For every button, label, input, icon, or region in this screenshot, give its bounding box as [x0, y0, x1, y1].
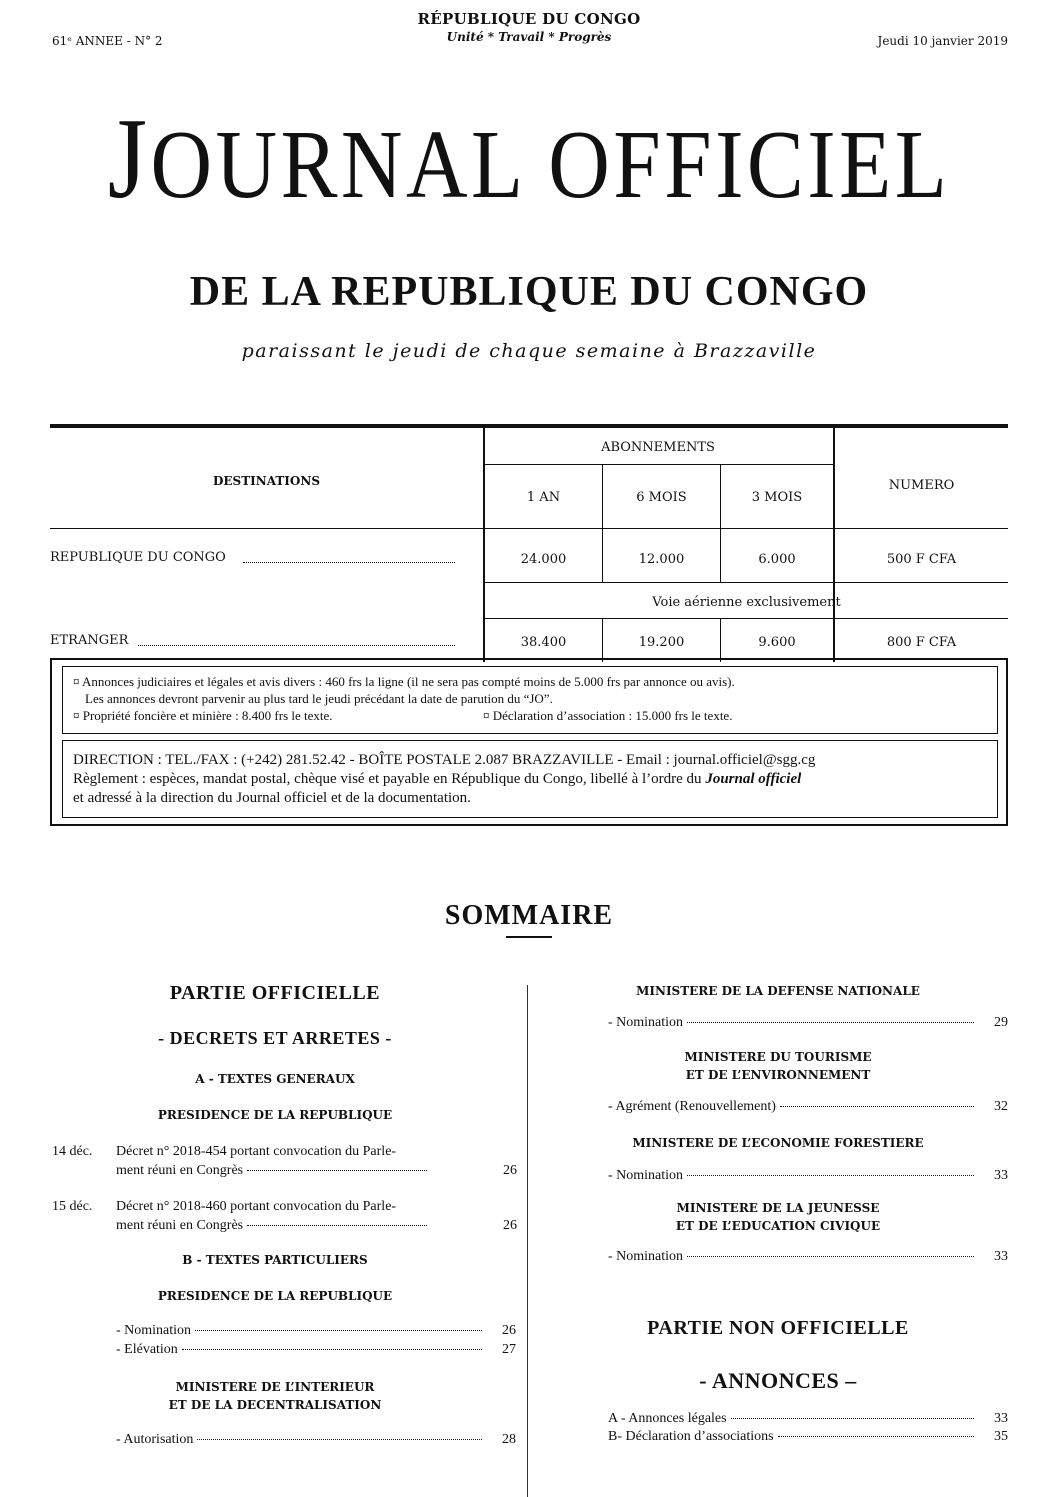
price-etranger-6mois: 19.200: [638, 635, 685, 650]
toc-declarations[interactable]: [608, 1429, 1008, 1445]
annonces-heading: - ANNONCES –: [699, 1368, 857, 1393]
toc-page: 29: [994, 1015, 1008, 1030]
textes-generaux: A - TEXTES GENERAUX: [195, 1072, 355, 1086]
toc-page: 32: [994, 1099, 1008, 1114]
issue-date: Jeudi 10 janvier 2019: [877, 34, 1008, 48]
toc-page: 27: [502, 1342, 516, 1357]
direction-box: [62, 740, 998, 818]
subscription-table: [50, 424, 1008, 658]
toc-defense-nomination[interactable]: [608, 1015, 1008, 1031]
decree-page: 26: [503, 1218, 517, 1233]
toc-page: 33: [994, 1249, 1008, 1264]
country-name: RÉPUBLIQUE DU CONGO: [417, 10, 641, 28]
decree-title-cont: ment réuni en Congrès: [116, 1218, 244, 1233]
decree-entry-1[interactable]: [52, 1142, 517, 1182]
toc-jeunesse-nomination[interactable]: [608, 1249, 1008, 1265]
toc-agrement[interactable]: [608, 1099, 1008, 1115]
toc-page: 28: [502, 1432, 516, 1447]
toc-page: 33: [994, 1168, 1008, 1183]
reglement-text: Règlement : espèces, mandat postal, chèque visé et payable en République du Congo, libellé à l’ordre du: [73, 771, 706, 787]
notice-association: ¤ Déclaration d’association : 15.000 frs le texte.: [483, 708, 733, 723]
decree-date: 14 déc.: [52, 1144, 93, 1159]
masthead-tagline: paraissant le jeudi de chaque semaine à Brazzaville: [241, 340, 817, 362]
notice-line-1: ¤ Annonces judiciaires et légales et avis divers : 460 frs la ligne (il ne sera pas compté moins de 5.000 frs par annonce ou avis).: [73, 674, 735, 689]
tourisme-line-1: MINISTERE DU TOURISME: [684, 1050, 872, 1064]
decree-title-cont: ment réuni en Congrès: [116, 1163, 244, 1178]
dest-etranger: ETRANGER: [50, 633, 129, 648]
toc-label: B- Déclaration d’associations: [608, 1429, 774, 1444]
toc-label: A - Annonces légales: [608, 1411, 727, 1426]
destinations-header: DESTINATIONS: [212, 474, 320, 488]
jeunesse-heading: [548, 1199, 1008, 1235]
notice-line-3: [73, 707, 987, 724]
toc-annonces-legales[interactable]: [608, 1411, 1008, 1427]
toc-label: - Agrément (Renouvellement): [608, 1099, 776, 1114]
price-etranger-3mois: 9.600: [758, 635, 796, 650]
toc-label: - Nomination: [116, 1323, 192, 1338]
toc-elevation[interactable]: [116, 1342, 516, 1358]
abonnements-header: ABONNEMENTS: [601, 440, 715, 455]
interieur-line-2: ET DE LA DECENTRALISATION: [168, 1398, 382, 1412]
textes-particuliers: B - TEXTES PARTICULIERS: [182, 1253, 368, 1267]
toc-label: - Autorisation: [116, 1432, 194, 1447]
toc-page: 26: [502, 1323, 516, 1338]
price-congo-6mois: 12.000: [638, 552, 685, 567]
numero-header: NUMERO: [888, 478, 955, 493]
jeunesse-line-2: ET DE L’EDUCATION CIVIQUE: [675, 1219, 881, 1233]
toc-label: - Nomination: [608, 1015, 684, 1030]
period-3mois: 3 MOIS: [751, 490, 803, 505]
decrets-arretes: - DECRETS ET ARRETES -: [158, 1028, 392, 1048]
sommaire-title: SOMMAIRE: [444, 900, 614, 931]
presidence-heading-2: PRESIDENCE DE LA REPUBLIQUE: [157, 1289, 393, 1303]
issue-number: 61ᵉ ANNEE - N° 2: [52, 34, 163, 48]
toc-label: - Nomination: [608, 1168, 684, 1183]
air-note: Voie aérienne exclusivement: [652, 595, 841, 610]
jeunesse-line-1: MINISTERE DE LA JEUNESSE: [676, 1201, 880, 1215]
defense-heading: MINISTERE DE LA DEFENSE NATIONALE: [636, 984, 920, 998]
masthead-subtitle: DE LA REPUBLIQUE DU CONGO: [189, 269, 869, 315]
presidence-heading-1: PRESIDENCE DE LA REPUBLIQUE: [157, 1108, 393, 1122]
period-6mois: 6 MOIS: [636, 490, 687, 505]
interieur-line-1: MINISTERE DE L’INTERIEUR: [175, 1380, 375, 1394]
toc-foret-nomination[interactable]: [608, 1168, 1008, 1184]
masthead-rest: OURNAL OFFICIEL: [150, 111, 951, 219]
toc-page: 35: [994, 1429, 1008, 1444]
numero-etranger: 800 F CFA: [886, 635, 957, 650]
decree-page: 26: [503, 1163, 517, 1178]
national-motto: Unité * Travail * Progrès: [446, 30, 612, 44]
notice-box: [62, 666, 998, 734]
decree-title: Décret n° 2018-454 portant convocation du Parle-: [116, 1144, 397, 1159]
decree-title: Décret n° 2018-460 portant convocation du Parle-: [116, 1199, 397, 1214]
column-divider: [527, 985, 528, 1497]
toc-label: - Elévation: [116, 1342, 178, 1357]
toc-label: - Nomination: [608, 1249, 684, 1264]
price-congo-1an: 24.000: [520, 552, 567, 567]
reglement-journal: Journal officiel: [705, 771, 802, 787]
direction-adresse: et adressé à la direction du Journal officiel et de la documentation.: [73, 790, 471, 806]
notice-fonciere: ¤ Propriété foncière et minière : 8.400 frs le texte.: [73, 708, 333, 723]
tourisme-line-2: ET DE L’ENVIRONNEMENT: [685, 1068, 871, 1082]
dest-congo: REPUBLIQUE DU CONGO: [50, 550, 226, 565]
numero-congo: 500 F CFA: [886, 552, 957, 567]
toc-page: 33: [994, 1411, 1008, 1426]
period-1an: 1 AN: [526, 490, 561, 505]
direction-contact: DIRECTION : TEL./FAX : (+242) 281.52.42 - BOÎTE POSTALE 2.087 BRAZZAVILLE - Email : journal.officiel@sgg.cg: [73, 752, 816, 768]
decree-date: 15 déc.: [52, 1199, 93, 1214]
price-congo-3mois: 6.000: [758, 552, 796, 567]
partie-non-officielle: PARTIE NON OFFICIELLE: [647, 1317, 909, 1339]
sommaire-rule: [506, 936, 552, 938]
price-etranger-1an: 38.400: [520, 635, 567, 650]
masthead-title: [69, 95, 989, 223]
notice-line-2: Les annonces devront parvenir au plus tard le jeudi précédant la date de parution du “JO”.: [85, 691, 553, 706]
toc-nomination-presidence[interactable]: [116, 1323, 516, 1339]
masthead-initial: J: [107, 95, 151, 223]
foret-heading: MINISTERE DE L’ECONOMIE FORESTIERE: [632, 1136, 924, 1150]
direction-reglement: [73, 770, 987, 789]
tourisme-heading: [548, 1048, 1008, 1084]
partie-officielle: PARTIE OFFICIELLE: [169, 982, 381, 1004]
toc-autorisation[interactable]: [116, 1432, 516, 1448]
interieur-heading: [50, 1378, 500, 1414]
decree-entry-2[interactable]: [52, 1197, 517, 1237]
